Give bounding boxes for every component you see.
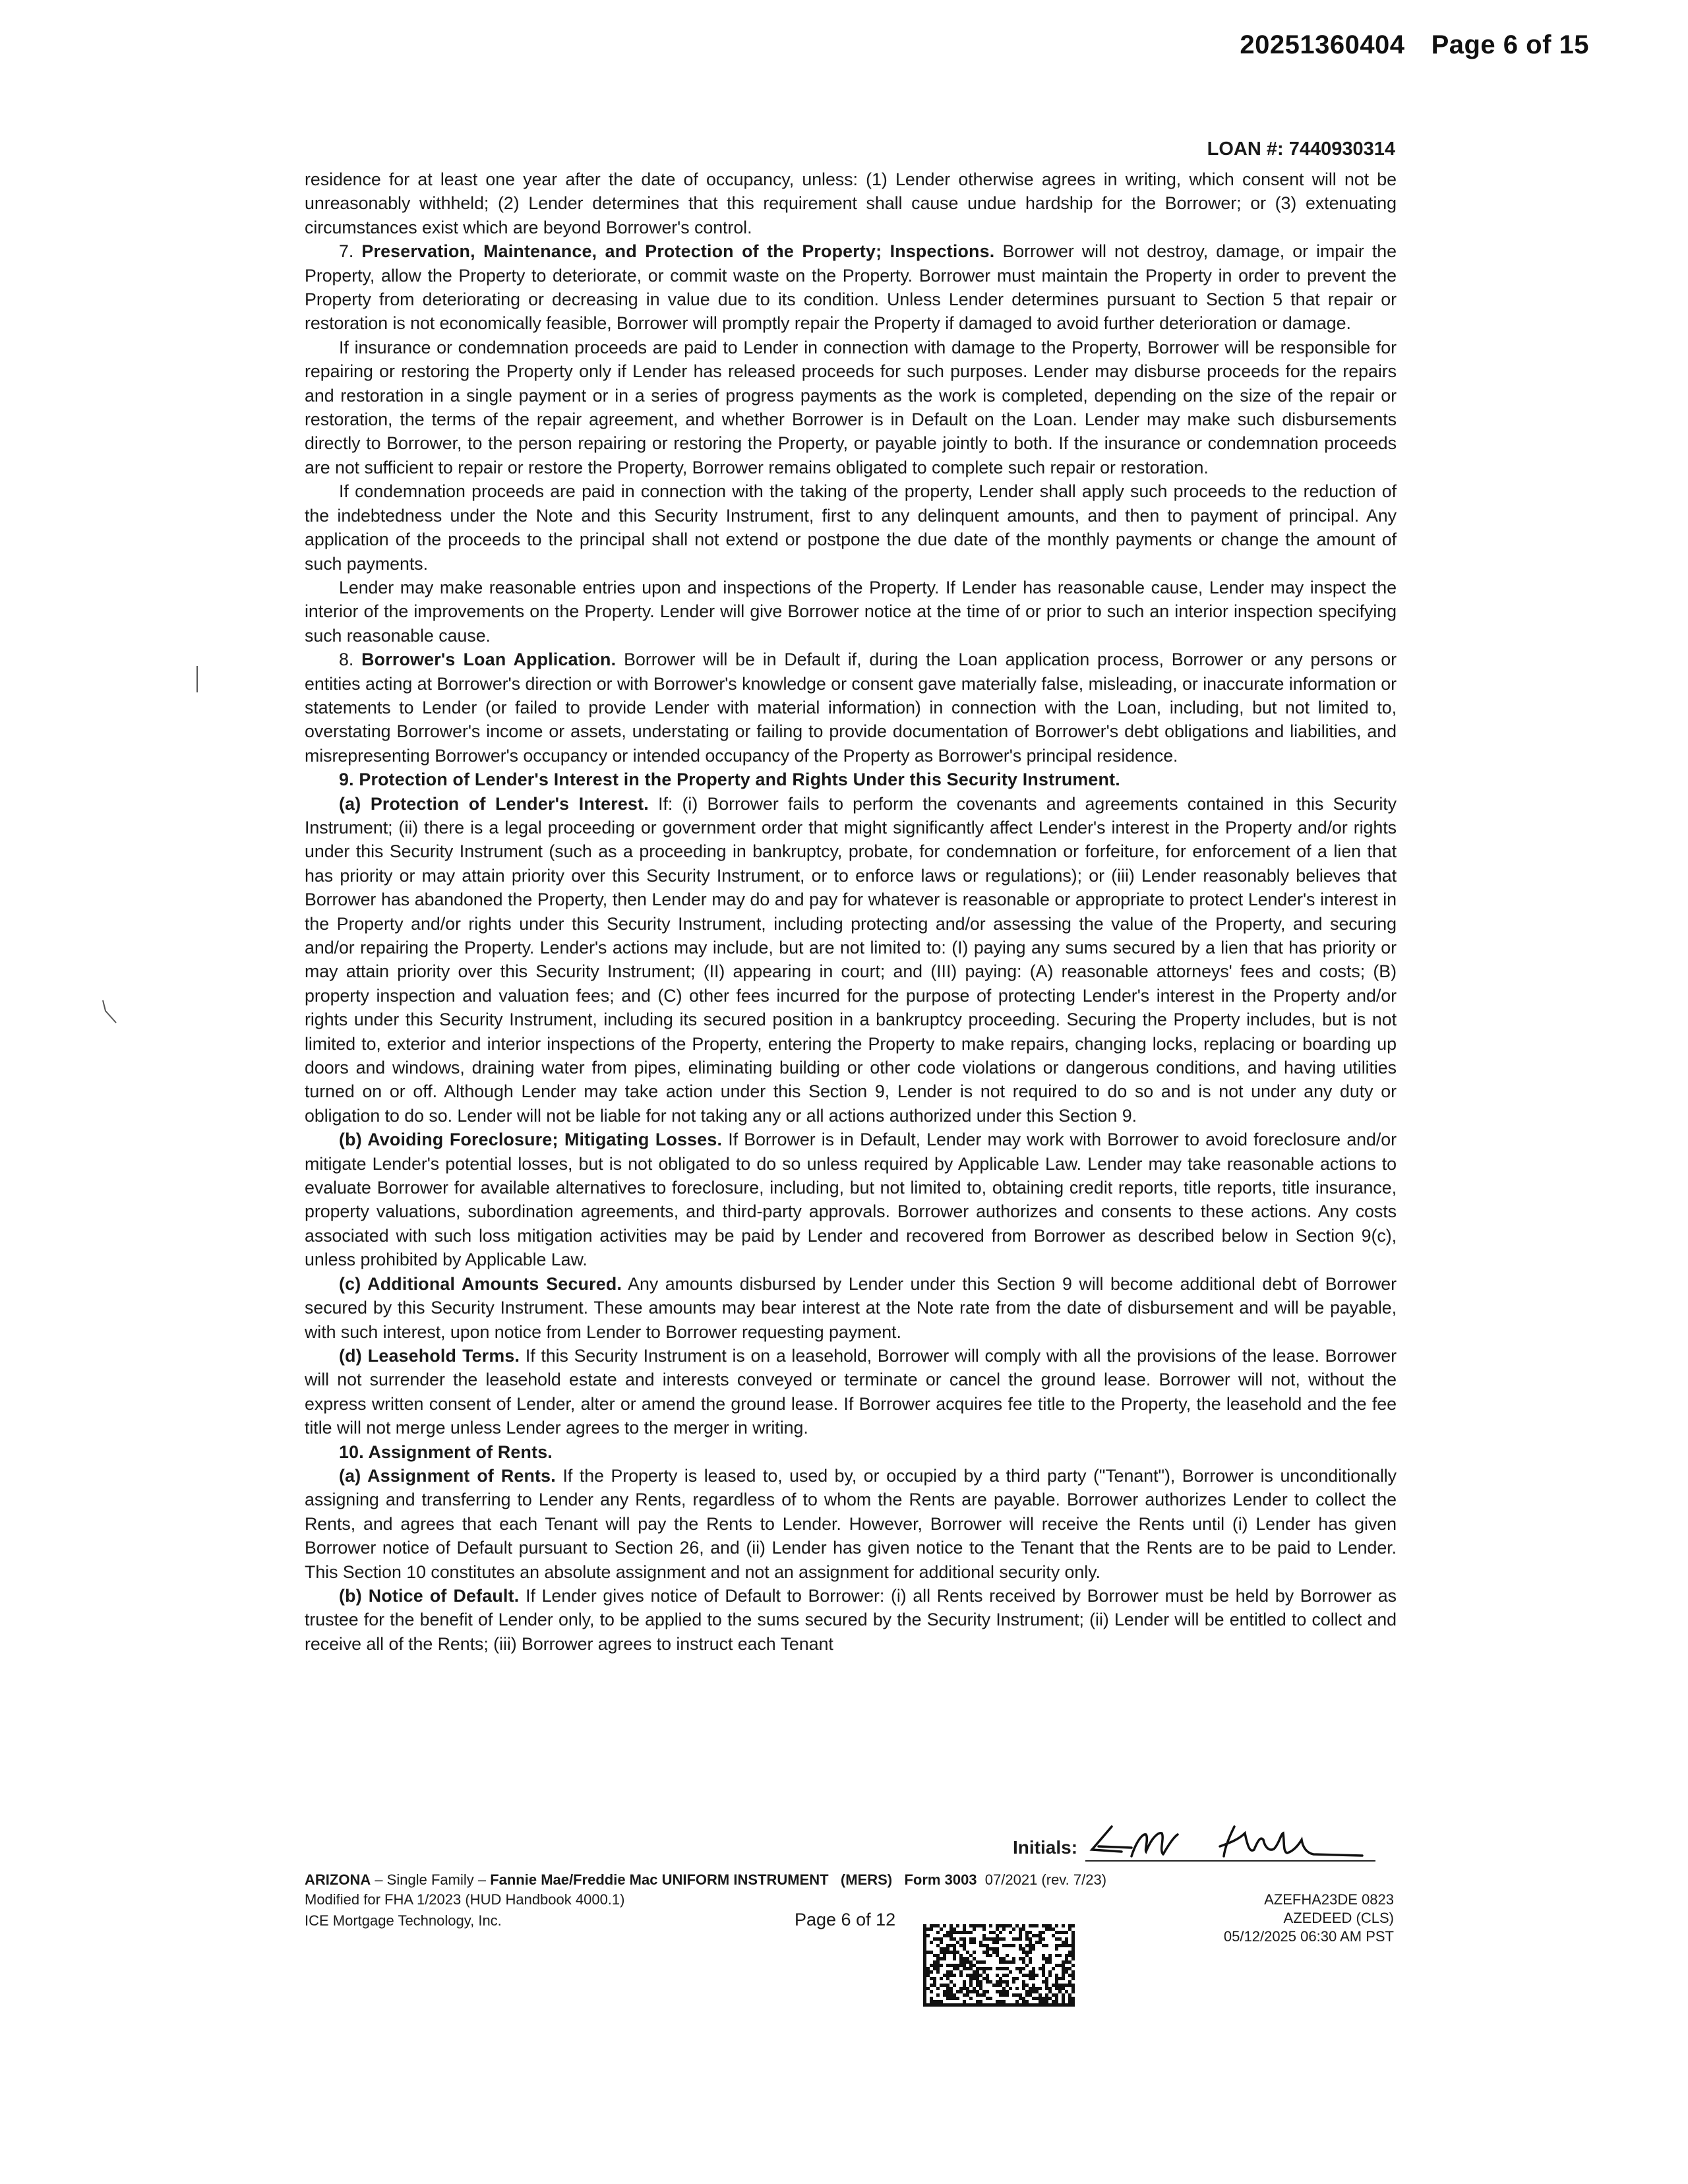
section-heading: 10. Assignment of Rents.	[339, 1441, 553, 1462]
section-number: 7.	[339, 241, 354, 262]
section-9b	[305, 1128, 1397, 1271]
section-9a	[305, 792, 1397, 1128]
subsection-text: If the Property is leased to, used by, or occupied by a third party ("Tenant"), Borrower is unconditionally assigning and transferring to Lender any Rents, regardless of to whom the Rents are payable. Borrower authorizes Lender to collect the Rents, and agrees that each Tenant will pay the Rents to Lender. However, Borrower will receive the Rents until (i) Lender has given Borrower notice of Default pursuant to Section 26, and (ii) Lender has given notice to the Tenant that the Rents are to be paid to Lender. This Section 10 constitutes an absolute assignment and not an assignment for additional security only.	[305, 1465, 1397, 1582]
subsection-heading: (d) Leasehold Terms.	[339, 1345, 520, 1366]
subsection-heading: (a) Protection of Lender's Interest.	[339, 793, 649, 814]
paragraph: residence for at least one year after the date of occupancy, unless: (1) Lender otherwise agrees in writing, which consent will not be unreasonably withheld; (2) Lender determines that this requirement shall cause undue hardship for the Borrower; or (3) extenuating circumstances exist which are beyond Borrower's control.	[305, 169, 1397, 237]
subsection-text: Any amounts disbursed by Lender under this Section 9 will become additional debt of Borrower secured by this Security Instrument. These amounts may bear interest at the Note rate from the date of disbursement and will be payable, with such interest, upon notice from Lender to Borrower requesting payment.	[305, 1273, 1397, 1342]
section-9d	[305, 1344, 1397, 1440]
section-heading: Preservation, Maintenance, and Protection of the Property; Inspections.	[361, 241, 995, 262]
subsection-text: If Borrower is in Default, Lender may work with Borrower to avoid foreclosure and/or mitigate Lender's potential losses, but is not obligated to do so unless required by Applicable Law. Lender may take reasonable actions to evaluate Borrower for available alternatives to foreclosure, including, but not limited to, obtaining credit reports, title reports, title insurance, property valuations, subordination agreements, and third-party approvals. Borrower authorizes and consents to these actions. Any costs associated with such loss mitigation activities may be paid by Lender and recovered from Borrower as described below in Section 9(c), unless prohibited by Applicable Law.	[305, 1130, 1397, 1270]
loan-number: LOAN #: 7440930314	[1207, 138, 1395, 160]
subsection-text: If Lender gives notice of Default to Borrower: (i) all Rents received by Borrower must be held by Borrower as trustee for the benefit of Lender only, to be applied to the sums secured by the Security Instrument; (ii) Lender will be entitled to collect and receive all of the Rents; (iii) Borrower agrees to instruct each Tenant	[305, 1585, 1397, 1654]
initials-label: Initials:	[1013, 1837, 1078, 1858]
section-10-heading	[305, 1440, 1397, 1464]
subsection-text: If: (i) Borrower fails to perform the covenants and agreements contained in this Security Instrument; (ii) there is a legal proceeding or government order that might significantly affect Lender's interest in the Property and/or rights under this Security Instrument (such as a proceeding in bankruptcy, probate, for condemnation or forfeiture, for enforcement of a lien that has priority or may attain priority over this Security Instrument, or to enforce laws or regulations); or (iii) Lender reasonably believes that Borrower has abandoned the Property, then Lender may do and pay for whatever is reasonable or appropriate to protect Lender's interest in the Property and/or rights under this Security Instrument, including protecting and/or assessing the value of the Property, and securing and/or repairing the Property. Lender's actions may include, but are not limited to: (I) paying any sums secured by a lien that has priority or may attain priority over this Security Instrument; (II) appearing in court; and (III) paying: (A) reasonable attorneys' fees and costs; (B) property inspection and valuation fees; and (C) other fees incurred for the purpose of protecting Lender's interest in the Property and/or rights under this Security Instrument, including its secured position in a bankruptcy proceeding. Securing the Property includes, but is not limited to, exterior and interior inspections of the Property, entering the Property to make repairs, changing locks, replacing or boarding up doors and windows, draining water from pipes, eliminating building or other code violations or dangerous conditions, and having utilities turned on or off. Although Lender may take action under this Section 9, Lender is not required to do so and is not under any duty or obligation to do so. Lender will not be liable for not taking any or all actions authorized under this Section 9.	[305, 793, 1397, 1126]
section-7	[305, 239, 1397, 336]
footer-instrument: Fannie Mae/Freddie Mac UNIFORM INSTRUMENT	[490, 1871, 829, 1888]
section-10a	[305, 1464, 1397, 1584]
subsection-heading: (a) Assignment of Rents.	[339, 1465, 556, 1486]
footer-code-1: AZEFHA23DE 0823	[1264, 1891, 1394, 1908]
margin-mark	[195, 666, 199, 692]
footer-code-2: AZEDEED (CLS)	[1283, 1910, 1394, 1926]
footer-form-date: 07/2021 (rev. 7/23)	[984, 1871, 1107, 1888]
subsection-heading: (b) Avoiding Foreclosure; Mitigating Losses.	[339, 1130, 723, 1150]
margin-mark	[99, 999, 119, 1025]
document-body	[305, 167, 1397, 1656]
section-9-heading	[305, 768, 1397, 791]
footer-mers: (MERS)	[840, 1871, 893, 1888]
section-8	[305, 648, 1397, 768]
handwritten-initials	[1085, 1820, 1375, 1866]
recording-page-label: Page 6 of 15	[1431, 30, 1589, 59]
section-10b	[305, 1584, 1397, 1656]
footer-family: – Single Family –	[371, 1871, 491, 1888]
section-number: 8.	[339, 650, 354, 670]
subsection-heading: (b) Notice of Default.	[339, 1585, 520, 1606]
recording-header	[1240, 30, 1589, 60]
footer-form: Form 3003	[904, 1871, 977, 1888]
footer-modified: Modified for FHA 1/2023 (HUD Handbook 4000.1)	[305, 1891, 625, 1908]
footer-company: ICE Mortgage Technology, Inc.	[305, 1912, 502, 1929]
paragraph: If condemnation proceeds are paid in connection with the taking of the property, Lender shall apply such proceeds to the reduction of the indebtedness under the Note and this Security Instrument, first to any delinquent amounts, and then to payment of principal. Any application of the proceeds to the principal shall not extend or postpone the due date of the monthly payments or change the amount of such payments.	[305, 481, 1397, 574]
section-text: Borrower will not destroy, damage, or impair the Property, allow the Property to deteriorate, or commit waste on the Property. Borrower must maintain the Property in order to prevent the Property from deteriorating or decreasing in value due to its condition. Unless Lender determines pursuant to Section 5 that repair or restoration is not economically feasible, Borrower will promptly repair the Property if damaged to avoid further deterioration or damage.	[305, 241, 1397, 334]
recording-number: 20251360404	[1240, 30, 1405, 59]
subsection-text: If this Security Instrument is on a leasehold, Borrower will comply with all the provisions of the lease. Borrower will not surrender the leasehold estate and interests conveyed or terminate or cancel the ground lease. Borrower will not, without the express written consent of Lender, alter or amend the ground lease. If Borrower acquires fee title to the Property, the leasehold and the fee title will not merge unless Lender agrees to the merger in writing.	[305, 1345, 1397, 1438]
footer-timestamp: 05/12/2025 06:30 AM PST	[1223, 1928, 1394, 1945]
footer-page: Page 6 of 12	[795, 1910, 896, 1929]
footer-state: ARIZONA	[305, 1871, 371, 1888]
footer-form-line	[305, 1871, 1106, 1889]
datamatrix-barcode	[923, 1924, 1075, 2007]
subsection-heading: (c) Additional Amounts Secured.	[339, 1273, 622, 1294]
section-text: Borrower will be in Default if, during the Loan application process, Borrower or any persons or entities acting at Borrower's direction or with Borrower's knowledge or consent gave materially false, misleading, or inaccurate information or statements to Lender (or failed to provide Lender with material information) in connection with the Loan, including, but not limited to, overstating Borrower's income or assets, understating or failing to provide documentation of Borrower's debt obligations and liabilities, and misrepresenting Borrower's occupancy or intended occupancy of the Property as Borrower's principal residence.	[305, 650, 1397, 766]
initials-block	[1013, 1820, 1382, 1866]
section-heading: 9. Protection of Lender's Interest in the Property and Rights Under this Security Instrument.	[339, 770, 1120, 790]
paragraph: Lender may make reasonable entries upon and inspections of the Property. If Lender has reasonable cause, Lender may inspect the interior of the improvements on the Property. Lender will give Borrower notice at the time of or prior to such an interior inspection specifying such reasonable cause.	[305, 577, 1397, 646]
section-9c	[305, 1272, 1397, 1344]
paragraph: If insurance or condemnation proceeds are paid to Lender in connection with damage to the Property, Borrower will be responsible for repairing or restoring the Property only if Lender has released proceeds for such purposes. Lender may disburse proceeds for the repairs and restoration in a single payment or in a series of progress payments as the work is completed, depending on the size of the repair or restoration, the terms of the repair agreement, and whether Borrower is in Default on the Loan. Lender may make such disbursements directly to Borrower, to the person repairing or restoring the Property, or payable jointly to both. If the insurance or condemnation proceeds are not sufficient to repair or restore the Property, Borrower remains obligated to complete such repair or restoration.	[305, 337, 1397, 477]
section-heading: Borrower's Loan Application.	[361, 650, 617, 670]
